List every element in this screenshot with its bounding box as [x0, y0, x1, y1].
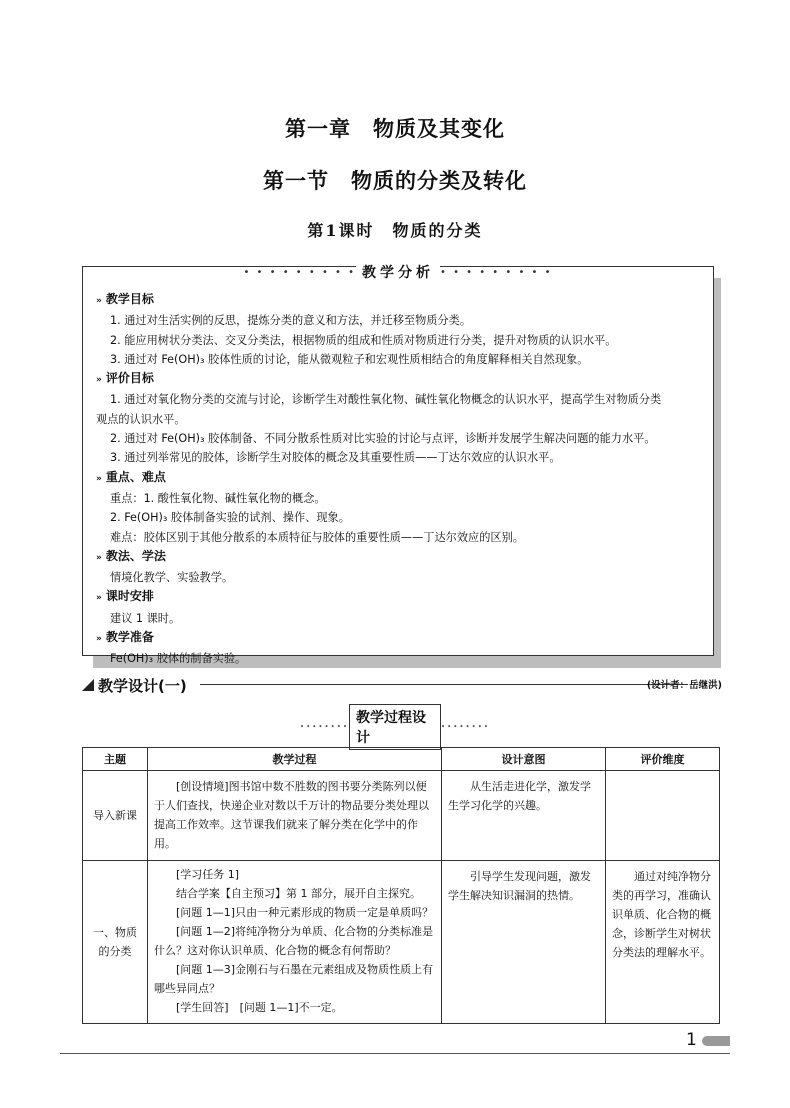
- arrow-icon: »: [96, 375, 102, 386]
- footer-divider: [60, 1053, 730, 1054]
- key-1: 重点：1. 酸性氧化物、碱性氧化物的概念。: [110, 491, 326, 505]
- row2-intent: 引导学生发现问题，激发学生解决知识漏洞的热情。: [442, 861, 606, 1024]
- eval-1: 1. 通过对氧化物分类的交流与讨论，诊断学生对酸性氧化物、碱性氧化物概念的认识水平，提高学生对物质分类: [110, 393, 662, 407]
- eval-3: 3. 通过列举常见的胶体，诊断学生对胶体的概念及其重要性质——丁达尔效应的认识水平。: [110, 451, 561, 465]
- arrow-icon: »: [96, 593, 102, 604]
- page-number: 1: [686, 1030, 697, 1050]
- method-heading: » 教法、学法: [96, 548, 166, 563]
- row2-p1: [学习任务 1]: [176, 868, 240, 881]
- lesson-title: 第1课时 物质的分类: [307, 221, 483, 240]
- row1-eval: [606, 771, 720, 861]
- row2-p5: [问题 1—3]金刚石与石墨在元素组成及物质性质上有哪些异同点？: [154, 963, 434, 995]
- table-row: [83, 771, 720, 861]
- table-header-row: [83, 748, 720, 771]
- row1-process: [创设情境]图书馆中数不胜数的图书要分类陈列以便于人们查找，快递企业对数以千万计的物品要分类处理以提高工作效率。这节课我们就来了解分类在化学中的作用。: [148, 771, 442, 861]
- arrow-icon: »: [96, 473, 102, 484]
- table-row: [83, 861, 720, 1024]
- chapter-title: 第一章 物质及其变化: [285, 117, 505, 141]
- process-title: 教学过程设计: [349, 704, 441, 750]
- arrow-icon: »: [96, 296, 102, 306]
- analysis-title-row: [82, 262, 714, 282]
- goal-1: 1. 通过对生活实例的反思，提炼分类的意义和方法，并迁移至物质分类。: [110, 314, 472, 328]
- title-dots-right: • • • • • • • • •: [440, 266, 553, 278]
- design-divider: [200, 684, 688, 685]
- row2-eval: 通过对纯净物分类的再学习，准确认识单质、化合物的概念，诊断学生对树状分类法的理解水平。: [606, 861, 720, 1024]
- prep-heading: » 教学准备: [96, 630, 154, 645]
- row2-p6: [学生回答] [问题 1—1]不一定。: [176, 1001, 343, 1014]
- row1-topic: 导入新课: [83, 771, 148, 861]
- triangle-icon: [82, 679, 94, 691]
- analysis-content: [96, 290, 706, 669]
- title-dots-left: • • • • • • • • •: [243, 266, 356, 278]
- schedule-heading: » 课时安排: [96, 589, 154, 604]
- design-title: 教学设计(一): [98, 677, 187, 695]
- header-intent: 设计意图: [442, 748, 606, 771]
- key-2: 2. Fe(OH)₃ 胶体制备实验的试剂、操作、现象。: [110, 511, 350, 525]
- goal-3: 3. 通过对 Fe(OH)₃ 胶体性质的讨论，能从微观粒子和宏观性质相结合的角度解释相关自然现象。: [110, 352, 589, 366]
- arrow-icon: »: [96, 552, 102, 563]
- header-process: 教学过程: [148, 748, 442, 771]
- row2-p3: [问题 1—1]只由一种元素形成的物质一定是单质吗？: [176, 906, 434, 919]
- row2-topic: 一、物质的分类: [83, 861, 148, 1024]
- process-table: [82, 747, 720, 1024]
- page-tab: [702, 1036, 730, 1046]
- designer: (设计者：岳继洪): [646, 680, 722, 691]
- goal-2: 2. 能应用树状分类法、交叉分类法，根据物质的组成和性质对物质进行分类，提升对物质的认识水平。: [110, 333, 617, 347]
- process-title-row: [300, 710, 490, 746]
- analysis-title: 教学分析: [356, 262, 440, 282]
- eval-heading: » 评价目标: [96, 371, 154, 386]
- header-eval: 评价维度: [606, 748, 720, 771]
- key-3: 难点：胶体区别于其他分散系的本质特征与胶体的重要性质——丁达尔效应的区别。: [110, 530, 524, 544]
- prep-text: Fe(OH)₃ 胶体的制备实验。: [110, 652, 247, 666]
- key-heading: » 重点、难点: [96, 469, 166, 484]
- row2-p4: [问题 1—2]将纯净物分为单质、化合物的分类标准是什么？这对你认识单质、化合物的概念有何帮助？: [154, 925, 434, 957]
- eval-1-cont: 观点的认识水平。: [96, 412, 186, 426]
- schedule-text: 建议 1 课时。: [110, 611, 181, 625]
- method-text: 情境化教学、实验教学。: [110, 571, 234, 585]
- section-title: 第一节 物质的分类及转化: [263, 169, 527, 193]
- process-dots-left: ••••••••: [300, 723, 350, 731]
- row2-process: [148, 861, 442, 1024]
- header-topic: 主题: [83, 748, 148, 771]
- row1-intent: 从生活走进化学，激发学生学习化学的兴趣。: [442, 771, 606, 861]
- arrow-icon: »: [96, 634, 102, 645]
- row2-p2: 结合学案【自主预习】第 1 部分，展开自主探究。: [176, 887, 421, 900]
- design-bar: [82, 676, 722, 694]
- process-dots-right: ••••••••: [440, 723, 490, 731]
- eval-2: 2. 通过对 Fe(OH)₃ 胶体制备、不同分散系性质对比实验的讨论与点评，诊断并发展学生解决问题的能力水平。: [110, 432, 656, 446]
- goals-heading: » 教学目标: [96, 292, 154, 306]
